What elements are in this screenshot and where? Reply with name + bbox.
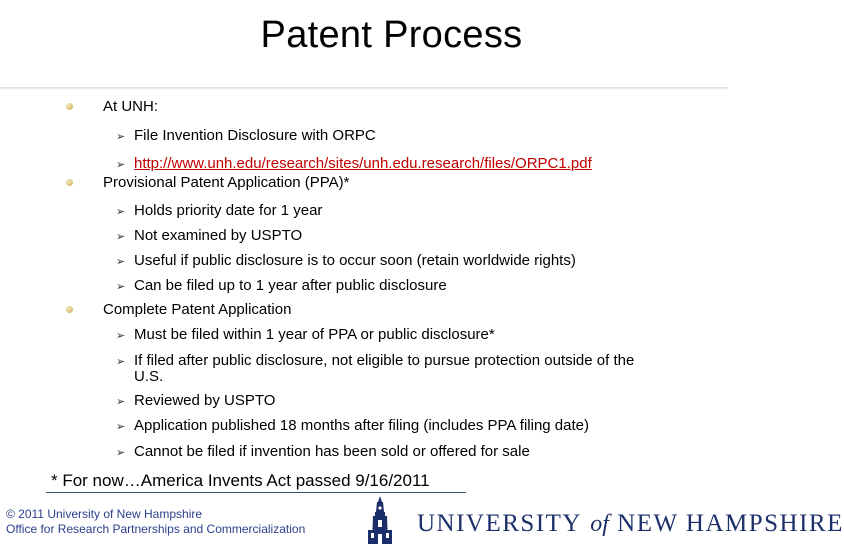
arrowhead-bullet-icon: ➢ bbox=[116, 231, 126, 243]
logo-word-of: of bbox=[590, 511, 609, 537]
logo-word-new-hampshire: NEW HAMPSHIRE bbox=[617, 510, 844, 537]
round-bullet-icon bbox=[66, 179, 73, 186]
bullet-text: Application published 18 months after filing (includes PPA filing date) bbox=[134, 417, 589, 434]
arrowhead-bullet-icon: ➢ bbox=[116, 421, 126, 433]
bullet-text: If filed after public disclosure, not eligible to pursue protection outside of the bbox=[134, 352, 635, 369]
university-logo-text bbox=[417, 507, 844, 538]
bullet-text: File Invention Disclosure with ORPC bbox=[134, 127, 376, 144]
arrowhead-bullet-icon: ➢ bbox=[116, 330, 126, 342]
bullet-text: Reviewed by USPTO bbox=[134, 392, 276, 409]
bullet-text: Not examined by USPTO bbox=[134, 227, 303, 244]
arrowhead-bullet-icon: ➢ bbox=[116, 447, 126, 459]
arrowhead-bullet-icon: ➢ bbox=[116, 281, 126, 293]
round-bullet-icon bbox=[66, 306, 73, 313]
slide-title: Patent Process bbox=[260, 14, 523, 56]
orpc-form-link[interactable]: http://www.unh.edu/research/sites/unh.edu.research/files/ORPC1.pdf bbox=[134, 155, 592, 172]
bullet-text: Complete Patent Application bbox=[103, 301, 292, 318]
arrowhead-bullet-icon: ➢ bbox=[116, 396, 126, 408]
bullet-text: Must be filed within 1 year of PPA or public disclosure* bbox=[134, 326, 495, 343]
bullet-text: U.S. bbox=[134, 368, 164, 385]
bullet-text: Cannot be filed if invention has been sold or offered for sale bbox=[134, 443, 530, 460]
office-text: Office for Research Partnerships and Commercialization bbox=[6, 522, 306, 536]
arrowhead-bullet-icon: ➢ bbox=[116, 159, 126, 171]
bullet-text: Provisional Patent Application (PPA)* bbox=[103, 174, 350, 191]
arrowhead-bullet-icon: ➢ bbox=[116, 131, 126, 143]
arrowhead-bullet-icon: ➢ bbox=[116, 256, 126, 268]
footnote: * For now…America Invents Act passed 9/16/2011 bbox=[51, 471, 430, 490]
round-bullet-icon bbox=[66, 103, 73, 110]
bullet-text: Holds priority date for 1 year bbox=[134, 202, 323, 219]
copyright-text: © 2011 University of New Hampshire bbox=[6, 507, 203, 521]
logo-word-university: UNIVERSITY bbox=[417, 510, 582, 537]
thompson-hall-tower-icon bbox=[367, 496, 393, 544]
bullet-text: At UNH: bbox=[103, 98, 159, 115]
arrowhead-bullet-icon: ➢ bbox=[116, 206, 126, 218]
bullet-text: Useful if public disclosure is to occur soon (retain worldwide rights) bbox=[134, 252, 576, 269]
arrowhead-bullet-icon: ➢ bbox=[116, 356, 126, 368]
title-divider bbox=[0, 87, 728, 90]
bullet-text: Can be filed up to 1 year after public disclosure bbox=[134, 277, 447, 294]
